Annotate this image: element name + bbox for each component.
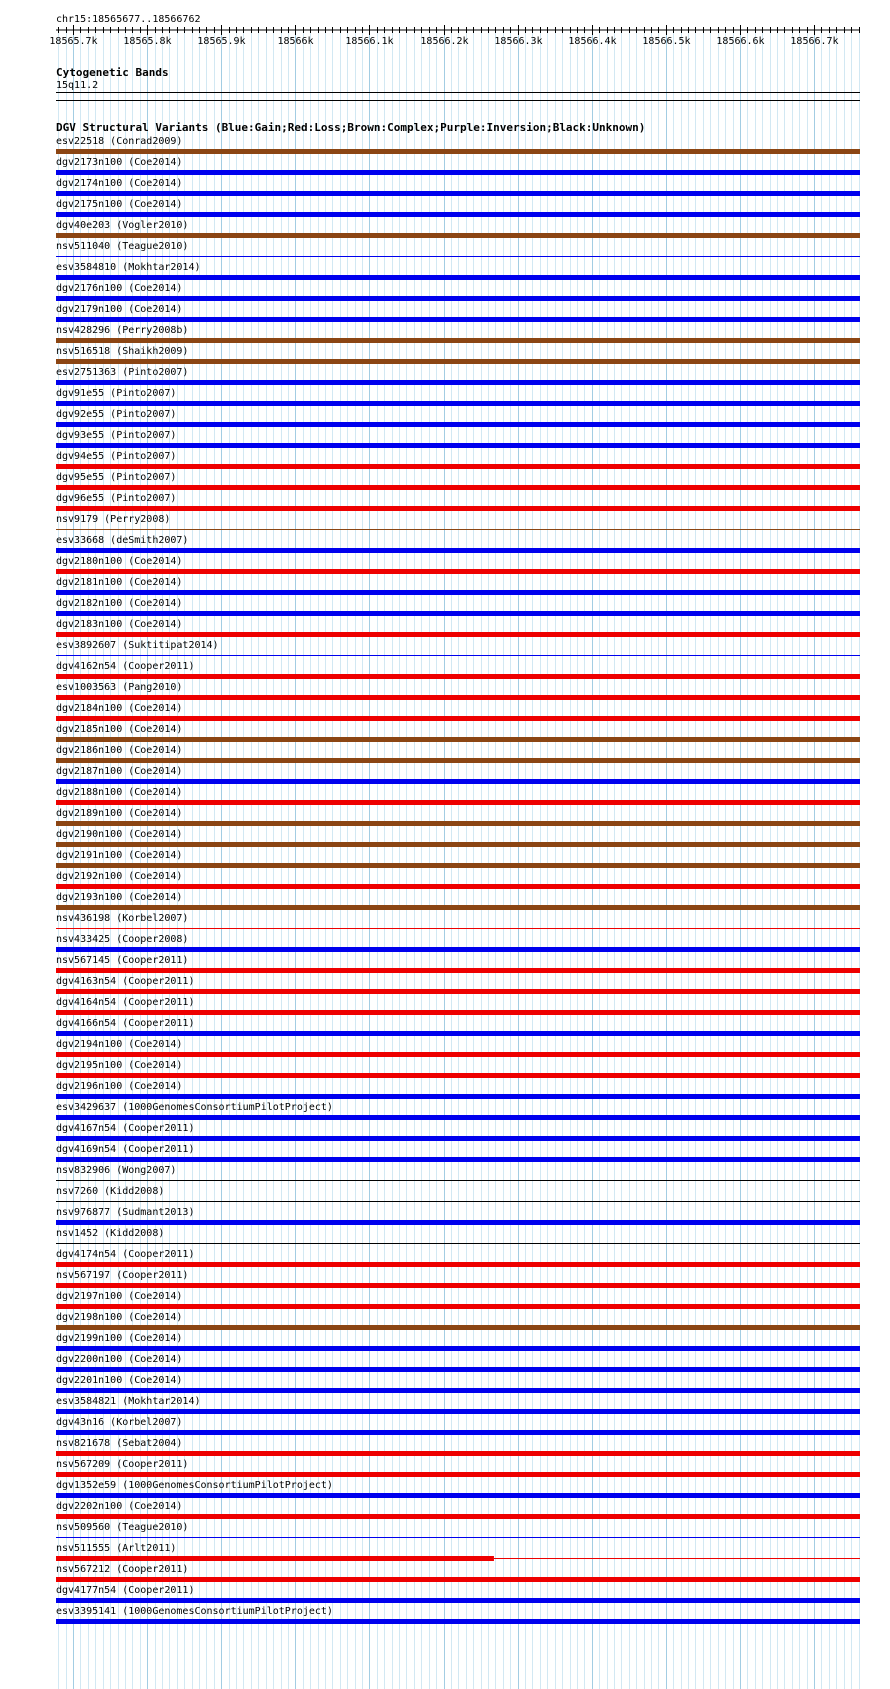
variant-bar bbox=[56, 422, 860, 427]
variant-bar bbox=[56, 1180, 860, 1181]
variant-label: esv2751363 (Pinto2007) bbox=[56, 367, 189, 378]
variant-row bbox=[56, 682, 860, 700]
variant-row bbox=[56, 472, 860, 490]
variant-bar bbox=[56, 716, 860, 721]
variant-label: dgv2198n100 (Coe2014) bbox=[56, 1312, 183, 1323]
variant-bar bbox=[56, 569, 860, 574]
variant-row bbox=[56, 514, 860, 530]
variant-row bbox=[56, 346, 860, 364]
variant-label: nsv9179 (Perry2008) bbox=[56, 514, 171, 525]
variant-row bbox=[56, 1081, 860, 1099]
variant-bar bbox=[56, 191, 860, 196]
variant-bar bbox=[56, 1598, 860, 1603]
variant-row bbox=[56, 556, 860, 574]
variant-row bbox=[56, 241, 860, 257]
variant-label: dgv4177n54 (Cooper2011) bbox=[56, 1585, 195, 1596]
ruler-tick-label: 18566.1k bbox=[345, 36, 394, 47]
variant-row bbox=[56, 430, 860, 448]
variant-row bbox=[56, 388, 860, 406]
variant-bar bbox=[56, 506, 860, 511]
variant-row bbox=[56, 871, 860, 889]
variant-row bbox=[56, 913, 860, 929]
ruler-tick-label: 18566.7k bbox=[790, 36, 839, 47]
variant-bar bbox=[56, 1537, 860, 1538]
variant-row bbox=[56, 1438, 860, 1456]
variant-row bbox=[56, 1165, 860, 1181]
variant-label: dgv2185n100 (Coe2014) bbox=[56, 724, 183, 735]
variant-bar bbox=[56, 1201, 860, 1202]
variant-label: dgv1352e59 (1000GenomesConsortiumPilotProject) bbox=[56, 1480, 333, 1491]
variant-row bbox=[56, 703, 860, 721]
variant-label: dgv2173n100 (Coe2014) bbox=[56, 157, 183, 168]
variant-row bbox=[56, 976, 860, 994]
ruler-tick-label: 18566.6k bbox=[716, 36, 765, 47]
variant-row bbox=[56, 1312, 860, 1330]
variant-label: dgv2175n100 (Coe2014) bbox=[56, 199, 183, 210]
variant-label: dgv2200n100 (Coe2014) bbox=[56, 1354, 183, 1365]
variant-bar bbox=[56, 1367, 860, 1372]
variant-label: esv3584821 (Mokhtar2014) bbox=[56, 1396, 201, 1407]
variant-row bbox=[56, 1354, 860, 1372]
variant-bar bbox=[56, 212, 860, 217]
variant-label: nsv567212 (Cooper2011) bbox=[56, 1564, 189, 1575]
variant-row bbox=[56, 598, 860, 616]
variant-label: dgv2174n100 (Coe2014) bbox=[56, 178, 183, 189]
variant-row bbox=[56, 409, 860, 427]
variant-bar bbox=[56, 611, 860, 616]
variant-bar bbox=[56, 674, 860, 679]
variant-bar bbox=[56, 632, 860, 637]
variant-label: nsv428296 (Perry2008b) bbox=[56, 325, 189, 336]
variant-row bbox=[56, 1396, 860, 1414]
variant-label: esv22518 (Conrad2009) bbox=[56, 136, 183, 147]
variant-label: nsv436198 (Korbel2007) bbox=[56, 913, 189, 924]
variant-row bbox=[56, 1417, 860, 1435]
variant-row bbox=[56, 1102, 860, 1120]
variant-bar bbox=[56, 1304, 860, 1309]
variant-label: esv3395141 (1000GenomesConsortiumPilotProject) bbox=[56, 1606, 333, 1617]
variant-label: dgv2182n100 (Coe2014) bbox=[56, 598, 183, 609]
variant-bar bbox=[56, 1262, 860, 1267]
variant-row bbox=[56, 1291, 860, 1309]
variant-bar bbox=[56, 296, 860, 301]
variant-bar bbox=[56, 590, 860, 595]
variant-label: dgv4162n54 (Cooper2011) bbox=[56, 661, 195, 672]
variant-label: dgv2196n100 (Coe2014) bbox=[56, 1081, 183, 1092]
variant-row bbox=[56, 1228, 860, 1244]
variant-bar bbox=[56, 821, 860, 826]
ruler-tick-label: 18565.7k bbox=[49, 36, 98, 47]
variant-row bbox=[56, 1375, 860, 1393]
variant-bar bbox=[56, 1472, 860, 1477]
variant-bar bbox=[56, 443, 860, 448]
variant-bar bbox=[56, 1010, 860, 1015]
variant-row bbox=[56, 850, 860, 868]
variant-bar bbox=[56, 1409, 860, 1414]
variant-bar bbox=[56, 1136, 860, 1141]
variant-bar bbox=[56, 695, 860, 700]
variant-row bbox=[56, 640, 860, 656]
variant-label: nsv511040 (Teague2010) bbox=[56, 241, 189, 252]
variant-label: nsv516518 (Shaikh2009) bbox=[56, 346, 189, 357]
variant-row bbox=[56, 829, 860, 847]
variant-bar bbox=[56, 1619, 860, 1624]
variant-label: nsv567145 (Cooper2011) bbox=[56, 955, 189, 966]
variant-label: dgv91e55 (Pinto2007) bbox=[56, 388, 177, 399]
variant-label: dgv4166n54 (Cooper2011) bbox=[56, 1018, 195, 1029]
variant-bar bbox=[56, 800, 860, 805]
variant-bar bbox=[56, 842, 860, 847]
dgv-track-title: DGV Structural Variants (Blue:Gain;Red:Loss;Brown:Complex;Purple:Inversion;Black:Unknown) bbox=[56, 121, 646, 134]
variant-bar bbox=[56, 905, 860, 910]
variant-row bbox=[56, 1501, 860, 1519]
variant-label: dgv2190n100 (Coe2014) bbox=[56, 829, 183, 840]
variant-label: esv3429637 (1000GenomesConsortiumPilotProject) bbox=[56, 1102, 333, 1113]
variant-bar bbox=[56, 1556, 494, 1561]
variant-label: dgv2188n100 (Coe2014) bbox=[56, 787, 183, 798]
variant-bar bbox=[56, 149, 860, 154]
variant-bar bbox=[56, 928, 860, 929]
variant-bar-tail bbox=[494, 1558, 860, 1559]
variant-label: dgv4169n54 (Cooper2011) bbox=[56, 1144, 195, 1155]
variant-row bbox=[56, 661, 860, 679]
variant-row bbox=[56, 325, 860, 343]
variant-bar bbox=[56, 1243, 860, 1244]
variant-label: dgv2183n100 (Coe2014) bbox=[56, 619, 183, 630]
variant-bar bbox=[56, 968, 860, 973]
variant-label: nsv567209 (Cooper2011) bbox=[56, 1459, 189, 1470]
variant-row bbox=[56, 1606, 860, 1624]
variant-label: dgv2176n100 (Coe2014) bbox=[56, 283, 183, 294]
variant-bar bbox=[56, 655, 860, 656]
variant-bar bbox=[56, 863, 860, 868]
variant-label: nsv433425 (Cooper2008) bbox=[56, 934, 189, 945]
variant-bar bbox=[56, 1451, 860, 1456]
variant-label: dgv2194n100 (Coe2014) bbox=[56, 1039, 183, 1050]
variant-row bbox=[56, 619, 860, 637]
variant-label: dgv40e203 (Vogler2010) bbox=[56, 220, 189, 231]
ruler-tick-label: 18566k bbox=[277, 36, 314, 47]
ruler-tick-label: 18565.8k bbox=[123, 36, 172, 47]
variant-label: dgv93e55 (Pinto2007) bbox=[56, 430, 177, 441]
variant-row bbox=[56, 1459, 860, 1477]
variant-bar bbox=[56, 1157, 860, 1162]
variant-row bbox=[56, 1270, 860, 1288]
variant-label: dgv2180n100 (Coe2014) bbox=[56, 556, 183, 567]
variant-label: dgv2195n100 (Coe2014) bbox=[56, 1060, 183, 1071]
variant-label: dgv2186n100 (Coe2014) bbox=[56, 745, 183, 756]
variant-row bbox=[56, 577, 860, 595]
variant-label: nsv832906 (Wong2007) bbox=[56, 1165, 177, 1176]
variant-label: nsv567197 (Cooper2011) bbox=[56, 1270, 189, 1281]
variant-label: dgv92e55 (Pinto2007) bbox=[56, 409, 177, 420]
variant-bar bbox=[56, 485, 860, 490]
variant-label: dgv2181n100 (Coe2014) bbox=[56, 577, 183, 588]
variant-label: dgv2197n100 (Coe2014) bbox=[56, 1291, 183, 1302]
variant-row bbox=[56, 367, 860, 385]
variant-bar bbox=[56, 779, 860, 784]
variant-row bbox=[56, 808, 860, 826]
variant-label: nsv1452 (Kidd2008) bbox=[56, 1228, 165, 1239]
variant-label: nsv976877 (Sudmant2013) bbox=[56, 1207, 195, 1218]
ruler-tick-label: 18566.3k bbox=[494, 36, 543, 47]
variant-row bbox=[56, 997, 860, 1015]
variant-bar bbox=[56, 548, 860, 553]
variant-row bbox=[56, 535, 860, 553]
variant-bar bbox=[56, 529, 860, 530]
variant-row bbox=[56, 724, 860, 742]
variant-row bbox=[56, 493, 860, 511]
variant-bar bbox=[56, 758, 860, 763]
variant-row bbox=[56, 304, 860, 322]
ruler-tick-label: 18566.2k bbox=[420, 36, 469, 47]
variant-row bbox=[56, 1207, 860, 1225]
variant-bar bbox=[56, 1346, 860, 1351]
variant-bar bbox=[56, 989, 860, 994]
variant-bar bbox=[56, 884, 860, 889]
variant-row bbox=[56, 1585, 860, 1603]
variant-row bbox=[56, 199, 860, 217]
variant-row bbox=[56, 1480, 860, 1498]
variant-bar bbox=[56, 338, 860, 343]
variant-row bbox=[56, 178, 860, 196]
variant-row bbox=[56, 1039, 860, 1057]
variant-row bbox=[56, 745, 860, 763]
variant-label: dgv4167n54 (Cooper2011) bbox=[56, 1123, 195, 1134]
variant-label: esv1003563 (Pang2010) bbox=[56, 682, 183, 693]
variant-bar bbox=[56, 1514, 860, 1519]
variant-bar bbox=[56, 1493, 860, 1498]
variant-label: dgv2191n100 (Coe2014) bbox=[56, 850, 183, 861]
variant-label: dgv96e55 (Pinto2007) bbox=[56, 493, 177, 504]
variant-label: nsv821678 (Sebat2004) bbox=[56, 1438, 183, 1449]
variant-label: dgv2192n100 (Coe2014) bbox=[56, 871, 183, 882]
variant-label: dgv2179n100 (Coe2014) bbox=[56, 304, 183, 315]
variant-row bbox=[56, 1060, 860, 1078]
variant-row bbox=[56, 892, 860, 910]
variant-bar bbox=[56, 359, 860, 364]
variant-bar bbox=[56, 401, 860, 406]
variant-bar bbox=[56, 380, 860, 385]
variant-row bbox=[56, 283, 860, 301]
variant-label: nsv7260 (Kidd2008) bbox=[56, 1186, 165, 1197]
variant-row bbox=[56, 136, 860, 154]
variant-bar bbox=[56, 1115, 860, 1120]
variant-label: dgv94e55 (Pinto2007) bbox=[56, 451, 177, 462]
variant-row bbox=[56, 787, 860, 805]
variant-row bbox=[56, 1522, 860, 1538]
variant-label: dgv2201n100 (Coe2014) bbox=[56, 1375, 183, 1386]
variant-bar bbox=[56, 1325, 860, 1330]
variant-row bbox=[56, 1123, 860, 1141]
variant-bar bbox=[56, 1283, 860, 1288]
variant-bar bbox=[56, 1577, 860, 1582]
variant-label: dgv2199n100 (Coe2014) bbox=[56, 1333, 183, 1344]
variant-label: dgv2189n100 (Coe2014) bbox=[56, 808, 183, 819]
variant-bar bbox=[56, 170, 860, 175]
variant-label: esv33668 (deSmith2007) bbox=[56, 535, 189, 546]
variant-label: dgv2202n100 (Coe2014) bbox=[56, 1501, 183, 1512]
variant-bar bbox=[56, 464, 860, 469]
variant-bar bbox=[56, 275, 860, 280]
variant-label: nsv511555 (Arlt2011) bbox=[56, 1543, 177, 1554]
variant-row bbox=[56, 955, 860, 973]
variant-bar bbox=[56, 233, 860, 238]
ruler-tick-label: 18566.5k bbox=[642, 36, 691, 47]
variant-row bbox=[56, 1564, 860, 1582]
variant-row bbox=[56, 1144, 860, 1162]
ruler-tick-label: 18566.4k bbox=[568, 36, 617, 47]
variant-bar bbox=[56, 1094, 860, 1099]
cyto-band-label: 15q11.2 bbox=[56, 80, 99, 91]
variant-label: nsv509560 (Teague2010) bbox=[56, 1522, 189, 1533]
variant-label: dgv95e55 (Pinto2007) bbox=[56, 472, 177, 483]
variant-row bbox=[56, 1543, 860, 1561]
variant-label: dgv43n16 (Korbel2007) bbox=[56, 1417, 183, 1428]
location-label: chr15:18565677..18566762 bbox=[56, 14, 201, 25]
variant-bar bbox=[56, 737, 860, 742]
variant-row bbox=[56, 1249, 860, 1267]
variant-bar bbox=[56, 947, 860, 952]
variant-row bbox=[56, 934, 860, 952]
variant-label: dgv4164n54 (Cooper2011) bbox=[56, 997, 195, 1008]
ruler-tick-label: 18565.9k bbox=[197, 36, 246, 47]
variant-row bbox=[56, 1018, 860, 1036]
variant-label: dgv4163n54 (Cooper2011) bbox=[56, 976, 195, 987]
variant-label: esv3892607 (Suktitipat2014) bbox=[56, 640, 219, 651]
variant-row bbox=[56, 157, 860, 175]
variant-bar bbox=[56, 1073, 860, 1078]
variant-label: esv3584810 (Mokhtar2014) bbox=[56, 262, 201, 273]
variant-bar bbox=[56, 1430, 860, 1435]
variant-row bbox=[56, 766, 860, 784]
variant-label: dgv4174n54 (Cooper2011) bbox=[56, 1249, 195, 1260]
variant-label: dgv2193n100 (Coe2014) bbox=[56, 892, 183, 903]
variant-row bbox=[56, 1333, 860, 1351]
variant-row bbox=[56, 220, 860, 238]
variant-bar bbox=[56, 1052, 860, 1057]
variant-bar bbox=[56, 317, 860, 322]
variant-bar bbox=[56, 256, 860, 257]
variant-label: dgv2187n100 (Coe2014) bbox=[56, 766, 183, 777]
variant-bar bbox=[56, 1388, 860, 1393]
variant-bar bbox=[56, 1031, 860, 1036]
variant-bar bbox=[56, 1220, 860, 1225]
cyto-title: Cytogenetic Bands bbox=[56, 66, 169, 79]
variant-row bbox=[56, 262, 860, 280]
variant-row bbox=[56, 1186, 860, 1202]
variant-label: dgv2184n100 (Coe2014) bbox=[56, 703, 183, 714]
variant-row bbox=[56, 451, 860, 469]
